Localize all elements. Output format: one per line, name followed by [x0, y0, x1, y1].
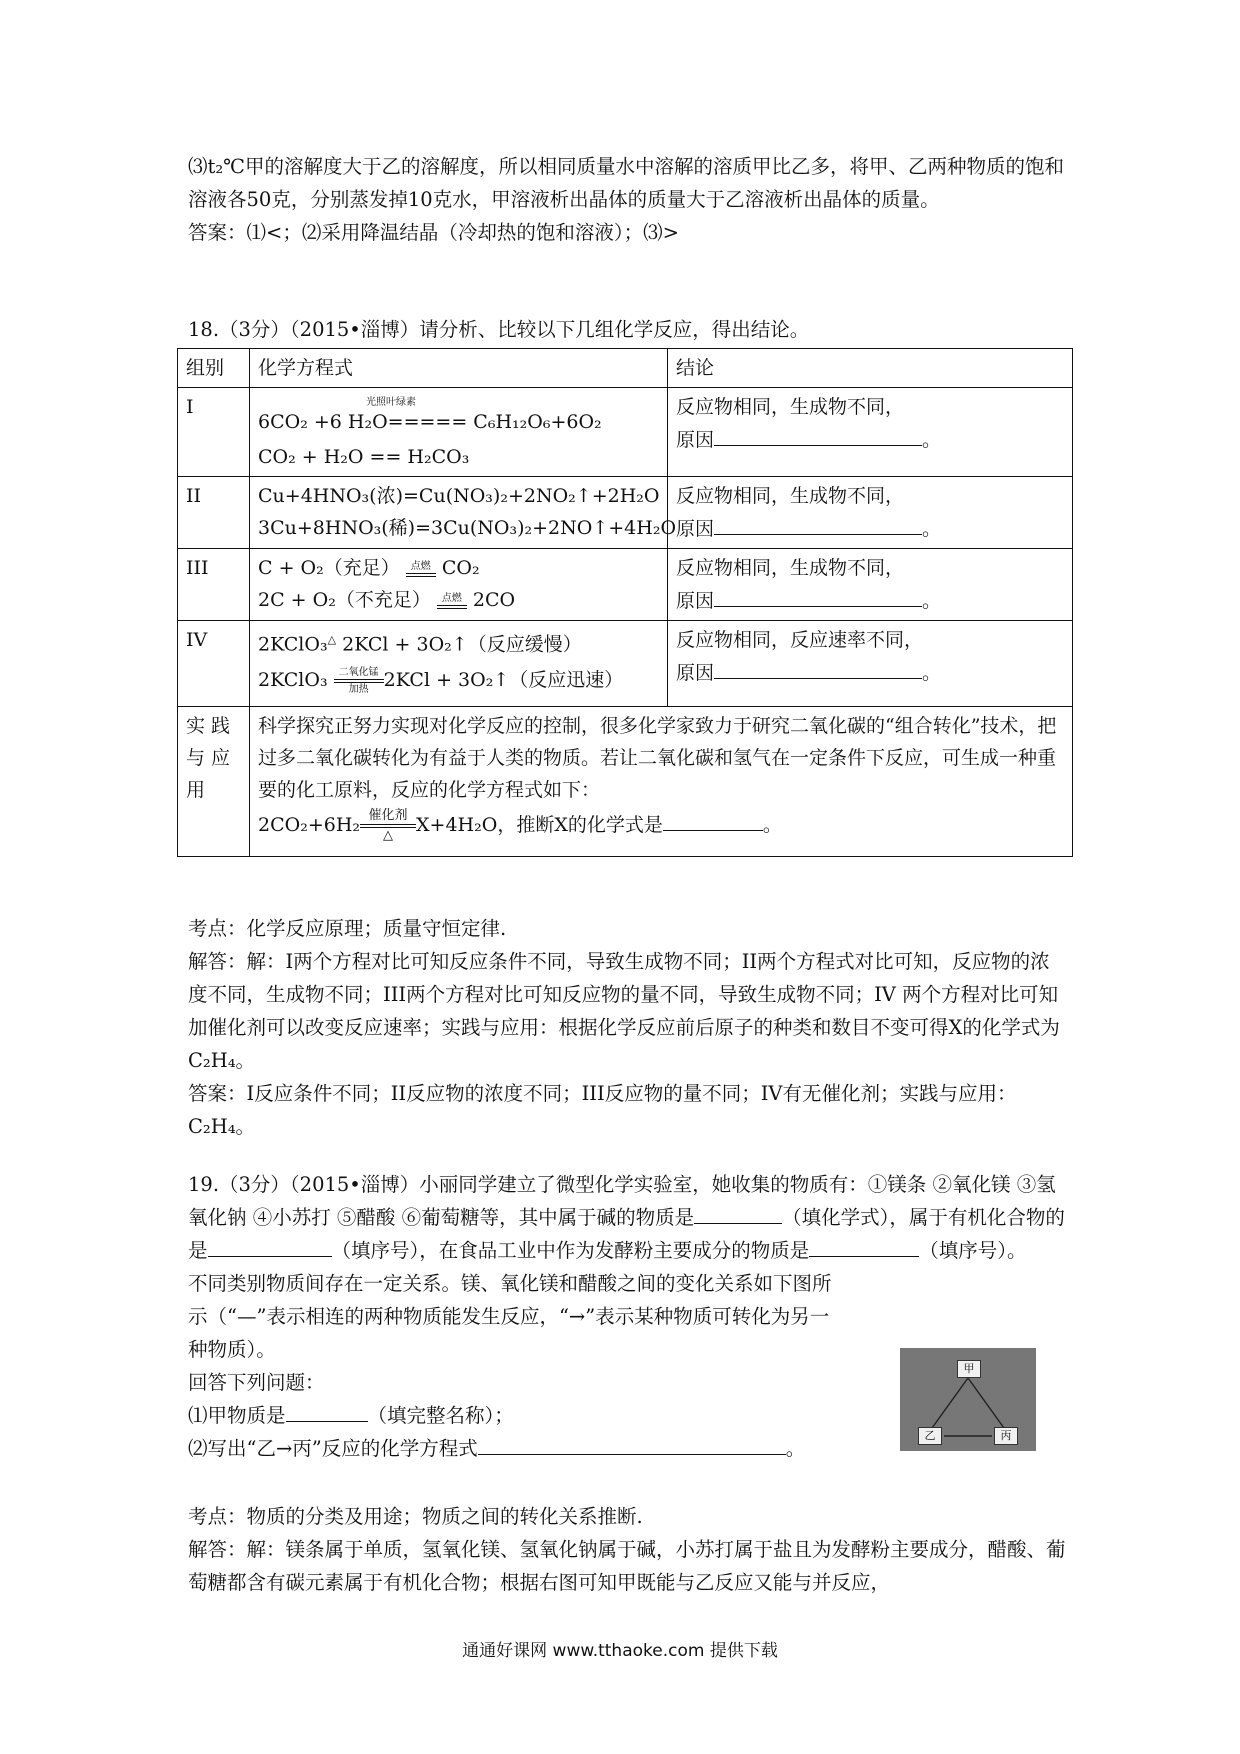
answer-blank[interactable]: [714, 584, 922, 607]
condition-bottom: 加热: [348, 684, 369, 696]
group-label: 实践与应用: [178, 707, 250, 857]
node-yi: 乙: [918, 1427, 942, 1445]
end-mark: 。: [762, 814, 782, 836]
q19-solution: [188, 1500, 1068, 1599]
conclusion-text: 反应物相同，反应速率不同，: [676, 629, 924, 651]
equation-1-left: 2KClO₃: [258, 633, 328, 656]
end-mark: 。: [922, 590, 942, 612]
practice-eq-left: 2CO₂+6H₂: [258, 814, 361, 836]
equation-cell: [250, 621, 668, 707]
header-conclusion: 结论: [668, 349, 1073, 388]
node-bing: 丙: [994, 1427, 1018, 1445]
reaction-condition: [334, 667, 384, 695]
equation-1-right: 2KCl + 3O₂↑（反应缓慢）: [342, 633, 582, 656]
conclusion-cell: [668, 477, 1073, 549]
reaction-condition: 光照叶绿素: [366, 397, 416, 408]
table-row: [178, 707, 1073, 857]
equation-2-right: 2KCl + 3O₂↑（反应迅速）: [383, 669, 624, 692]
prev-answer: 答案：⑴<；⑵采用降温结晶（冷却热的饱和溶液）；⑶>: [188, 221, 679, 244]
reason-label: 原因: [676, 590, 715, 612]
answer-blank[interactable]: [478, 1432, 786, 1455]
sub2-text: ⑵写出“乙→丙”反应的化学方程式: [188, 1437, 478, 1460]
reason-label: 原因: [676, 518, 715, 540]
equation-1: 6CO₂ +6 H₂O===== C₆H₁₂O₆+6O₂: [258, 411, 602, 433]
header-group: 组别: [178, 349, 250, 388]
jieda: 解答：解：I两个方程对比可知反应条件不同，导致生成物不同；II两个方程式对比可知，反应物的浓度不同，生成物不同；III两个方程对比可知反应物的量不同，导致生成物不同；IV 两个方程对比可知加催化剂可以改变反应速率；实践与应用：根据化学反应前后原子的种类和数目不变可得X的化学式为C₂H₄。: [188, 950, 1060, 1072]
equation-cell: [250, 477, 677, 549]
table-row: [178, 621, 1073, 707]
reaction-condition: [406, 561, 436, 578]
condition-text: △: [327, 633, 337, 646]
equation-cell: [250, 549, 668, 621]
practice-text: 科学探究正努力实现对化学反应的控制，很多化学家致力于研究二氧化碳的“组合转化”技术，把过多二氧化碳转化为有益于人类的物质。若让二氧化碳和氢气在一定条件下反应，可生成一种重要的化工原料，反应的化学方程式如下：: [258, 715, 1057, 801]
prev-explanation: ⑶t₂℃甲的溶解度大于乙的溶解度，所以相同质量水中溶解的溶质甲比乙多，将甲、乙两种物质的饱和溶液各50克，分别蒸发掉10克水，甲溶液析出晶体的质量大于乙溶液析出晶体的质量。: [188, 155, 1064, 211]
q19-stem-a: 19.（3分）（2015•淄博）小丽同学建立了微型化学实验室，她收集的物质有：①镁条 ②氧化镁 ③氢氧化钠 ④小苏打 ⑤醋酸 ⑥葡萄糖等，其中属于碱的物质是: [188, 1173, 1056, 1229]
conclusion-cell: [668, 388, 1073, 477]
q18-solution: [188, 912, 1068, 1143]
q19-relation: 不同类别物质间存在一定关系。镁、氧化镁和醋酸之间的变化关系如下图所示（“—”表示相连的两种物质能发生反应，“→”表示某种物质可转化为另一种物质）。: [188, 1272, 832, 1361]
reason-label: 原因: [676, 662, 715, 684]
conclusion-text: 反应物相同，生成物不同，: [676, 396, 905, 418]
jieda: 解答：解：镁条属于单质，氢氧化镁、氢氧化钠属于碱，小苏打属于盐且为发酵粉主要成分，醋酸、葡萄糖都含有碳元素属于有机化合物；根据右图可知甲既能与乙反应又能与并反应，: [188, 1538, 1066, 1594]
practice-eq-right: X+4H₂O，推断X的化学式是: [416, 814, 663, 836]
condition-bottom: △: [383, 828, 394, 843]
sub1-hint: （填完整名称）；: [367, 1404, 514, 1427]
answer-blank[interactable]: [714, 512, 922, 535]
equation-1: [258, 624, 659, 660]
answer-blank[interactable]: [809, 1234, 919, 1257]
q19-stem-c: （填序号），在食品工业中作为发酵粉主要成分的物质是: [331, 1239, 810, 1262]
q19-stem-d: （填序号）。: [919, 1239, 1027, 1262]
condition-text: 点燃: [441, 592, 462, 604]
equation-2: CO₂ + H₂O == H₂CO₃: [258, 446, 470, 468]
condition-top: 催化剂: [368, 808, 408, 823]
answer-blank[interactable]: [286, 1399, 368, 1422]
condition-top: 二氧化锰: [338, 667, 379, 679]
conclusion-text: 反应物相同，生成物不同，: [676, 485, 905, 507]
group-label: III: [178, 549, 250, 621]
answer: 答案：I反应条件不同；II反应物的浓度不同；III反应物的量不同；IV有无催化剂；实践与应用：C₂H₄。: [188, 1082, 1017, 1138]
equation-1-left: C + O₂（充足）: [258, 557, 400, 579]
table-row: [178, 388, 1073, 477]
reaction-condition: [437, 593, 467, 610]
reaction-condition: [360, 809, 416, 843]
equation-2-product: 2CO: [472, 589, 516, 611]
prev-answer-block: [188, 150, 1068, 249]
q18-title-text: 18.（3分）（2015•淄博）请分析、比较以下几组化学反应，得出结论。: [188, 318, 810, 341]
table-header-row: [178, 349, 1073, 388]
table-row: [178, 549, 1073, 621]
equation-1-product: CO₂: [441, 557, 480, 579]
answer-blank[interactable]: [714, 423, 922, 446]
relation-diagram: [900, 1348, 1036, 1451]
answer-blank[interactable]: [714, 656, 922, 679]
end-mark: 。: [922, 518, 942, 540]
group-label: I: [178, 388, 250, 477]
q18-table: [177, 348, 1073, 857]
conclusion-cell: [668, 549, 1073, 621]
equation-2: 3Cu+8HNO₃(稀)=3Cu(NO₃)₂+2NO↑+4H₂O: [258, 517, 677, 539]
practice-cell: [250, 707, 1073, 857]
q19-stem-b: （填化学式），属于有机化合物的是: [188, 1206, 1065, 1262]
end-mark: 。: [922, 662, 942, 684]
practice-equation: [258, 808, 1064, 843]
reason-line: [676, 512, 1064, 545]
end-mark: 。: [785, 1437, 806, 1460]
kaodian: 考点：化学反应原理；质量守恒定律.: [188, 917, 507, 940]
node-jia: 甲: [957, 1360, 981, 1378]
reason-label: 原因: [676, 429, 715, 451]
equation-2-left: 2KClO₃: [258, 669, 328, 692]
equation-1: Cu+4HNO₃(浓)=Cu(NO₃)₂+2NO₂↑+2H₂O: [258, 485, 660, 507]
equation-2-left: 2C + O₂（不充足）: [258, 589, 431, 611]
answer-blank[interactable]: [663, 808, 763, 831]
end-mark: 。: [922, 429, 942, 451]
equation-2: [258, 664, 659, 696]
header-equation: 化学方程式: [250, 349, 668, 388]
reason-line: [676, 656, 1064, 689]
sub1-text: ⑴甲物质是: [188, 1404, 286, 1427]
page-footer: 通通好课网 www.tthaoke.com 提供下载: [462, 1641, 778, 1661]
kaodian: 考点：物质的分类及用途；物质之间的转化关系推断.: [188, 1505, 643, 1528]
conclusion-text: 反应物相同，生成物不同，: [676, 557, 905, 579]
q19-stem: [188, 1168, 1068, 1267]
q18-title: [188, 313, 1068, 346]
answer-blank[interactable]: [694, 1201, 782, 1224]
equation-1: [258, 552, 659, 584]
table-row: [178, 477, 1073, 549]
equation-2: [258, 584, 659, 616]
q19-prompt: 回答下列问题：: [188, 1371, 325, 1394]
reason-line: [676, 423, 1064, 456]
condition-text: 点燃: [410, 560, 431, 572]
group-label: II: [178, 477, 250, 549]
conclusion-cell: [668, 621, 1073, 707]
reason-line: [676, 584, 1064, 617]
equation-cell: [250, 388, 668, 477]
group-label: IV: [178, 621, 250, 707]
answer-blank[interactable]: [208, 1234, 332, 1257]
